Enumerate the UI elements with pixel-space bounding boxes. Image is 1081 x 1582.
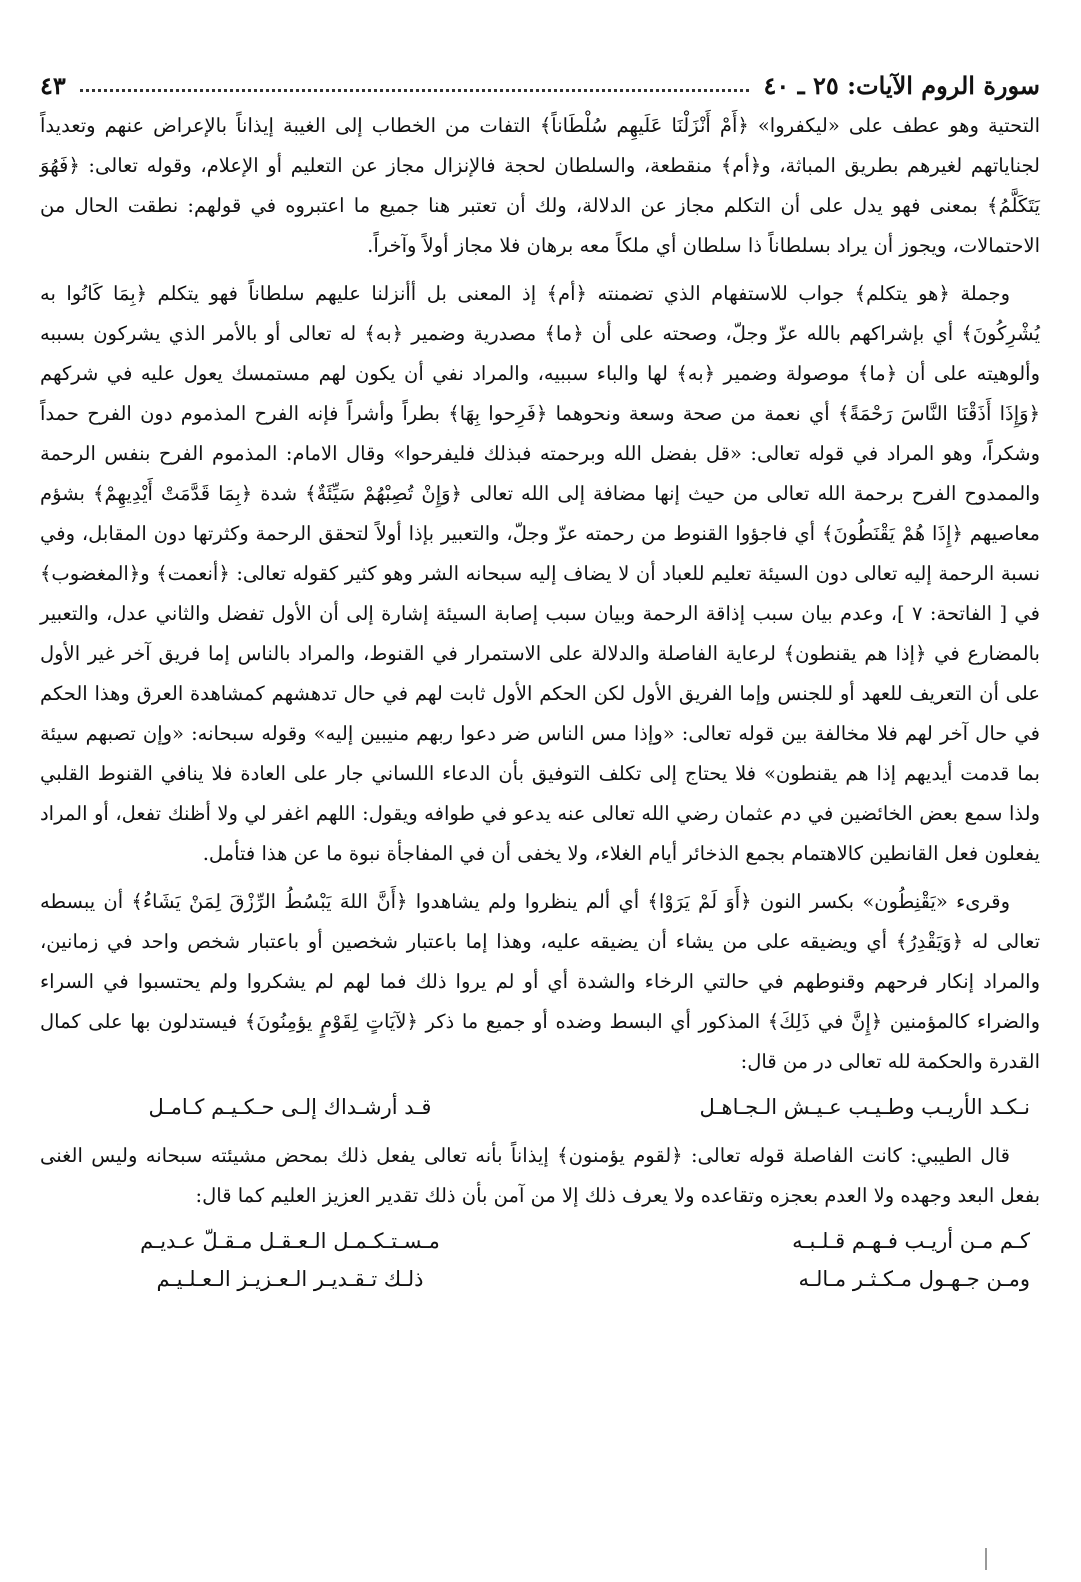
poem-hemistich-right: كـم مـن أريـب فـهـم قـلـبـه bbox=[792, 1229, 1030, 1253]
paragraph-4: قال الطيبي: كانت الفاصلة قوله تعالى: ﴿لقوم يؤمنون﴾ إيذاناً بأنه تعالى يفعل ذلك بمحض مشيئته سبحانه وليس الغنى بفعل البعد وجهده ولا العدم بعجزه وتقاعده ولا يعرف ذلك إلا من آمن بأن ذلك تقدير العزيز العليم كما قال: bbox=[40, 1144, 1040, 1207]
poem-hemistich-right: نـكـد الأريـب وطـيـب عـيـش الـجـاهـل bbox=[699, 1095, 1030, 1119]
paragraph-2: وجملة ﴿هو يتكلم﴾ جواب للاستفهام الذي تضمنته ﴿أم﴾ إذ المعنى بل أأنزلنا عليهم سلطاناً فهو يتكلم ﴿بِمَا كَانُوا به يُشْرِكُونَ﴾ أي بإشراكهم بالله عزّ وجلّ، وصحته على أن ﴿ما﴾ مصدرية وضمير ﴿به﴾ له تعالى أو بالأمر الذي يشركون بسببه وألوهيته على أن ﴿ما﴾ موصولة وضمير ﴿به﴾ لها والباء سببيه، والمراد نفي أن يكون لهم مستمسك يعول عليه في شركهم ﴿وَإِذَا أَذَقْنَا النَّاسَ رَحْمَةً﴾ أي نعمة من صحة وسعة ونحوهما ﴿فَرِحوا بِهَا﴾ بطراً وأشراً فإنه الفرح المذموم دون الفرح حمداً وشكراً، وهو المراد في قوله تعالى: «قل بفضل الله وبرحمته فبذلك فليفرحوا» وقال الامام: المذموم الفرح بنفس الرحمة والممدوح الفرح برحمة الله تعالى من حيث إنها مضافة إلى الله تعالى ﴿وَإِنْ تُصِبْهُمْ سَيِّئَةٌ﴾ شدة ﴿بِمَا قَدَّمَتْ أَيْدِيهِمْ﴾ بشؤم معاصيهم ﴿إِذَا هُمْ يَقْنَطُونَ﴾ أي فاجؤوا القنوط من رحمته عزّ وجلّ، والتعبير بإذا أولاً لتحقق الرحمة وكثرتها دون المقابل، وفي نسبة الرحمة إليه تعالى دون السيئة تعليم للعباد أن لا يضاف إليه سبحانه الشر وهو كثير كقوله تعالى: ﴿أنعمت﴾ و﴿المغضوب﴾ في [ الفاتحة: ٧ ]، وعدم بيان سبب إذاقة الرحمة وبيان سبب إصابة السيئة إشارة إلى أن الأول تفضل والثاني عدل، والتعبير بالمضارع في ﴿إذا هم يقنطون﴾ لرعاية الفاصلة والدلالة على الاستمرار في القنوط، والمراد بالناس إما فريق آخر غير الأول على أن التعريف للعهد أو للجنس وإما الفريق الأول لكن الحكم الأول ثابت لهم في حال تدهشهم كمشاهدة العرق وهذا الحكم في حال آخر لهم فلا مخالفة بين قوله تعالى: «وإذا مس الناس ضر دعوا ربهم منيبين إليه» وقوله سبحانه: «وإن تصبهم سيئة بما قدمت أيديهم إذا هم يقنطون» فلا يحتاج إلى تكلف التوفيق بأن الدعاء اللساني جار على العادة فلا ينافي القنوط القلبي ولذا سمع بعض الخائضين في دم عثمان رضي الله تعالى عنه يدعو في طوافه ويقول: اللهم اغفر لي ولا أظنك تفعل، أو المراد يفعلون فعل القانطين كالاهتمام بجمع الذخائر أيام الغلاء، ولا يخفى أن في المفاجأة نبوة ما عن هذا فتأمل. bbox=[40, 282, 1040, 865]
poem-hemistich-left: مـسـتـكـمـل الـعـقـل مـقـلّ عـديـم bbox=[140, 1229, 440, 1253]
poem-hemistich-right: ومـن جـهـول مـكـثـر مـالـه bbox=[798, 1267, 1030, 1291]
margin-mark bbox=[985, 1548, 987, 1570]
page-number: ٤٣ bbox=[40, 71, 66, 100]
page bbox=[40, 60, 1040, 1308]
paragraph-1: التحتية وهو عطف على «ليكفروا» ﴿أَمْ أَنْزَلْنَا عَلَيهِم سُلْطَاناً﴾ التفات من الخطاب إلى الغيبة إيذاناً بالإعراض عنهم وتعديداً لجناياتهم لغيرهم بطريق المباثة، و﴿أم﴾ منقطعة، والسلطان لحجة فالإنزال مجاز عن التعليم أو الإعلام، وقوله تعالى: ﴿فَهُوَ يَتَكَلَّمُ﴾ بمعنى فهو يدل على أن التكلم مجاز عن الدلالة، ولك أن تعتبر هنا جميع ما اعتبروه في قولهم: نطقت الحال من الاحتمالات، ويجوز أن يراد بسلطاناً ذا سلطان أي ملكاً معه برهان فلا مجاز أولاً وآخراً. bbox=[40, 114, 1040, 257]
poem-hemistich-left: قـد أرشـداك إلـى حـكـيـم كـامـل bbox=[148, 1095, 432, 1119]
header-leader-dots bbox=[80, 89, 750, 92]
poem-hemistich-left: ذلـك تـقـديـر الـعـزيـز الـعـلـيـم bbox=[156, 1267, 424, 1291]
running-header bbox=[40, 60, 1040, 106]
poem-verse-1 bbox=[40, 1088, 1040, 1126]
poem-verse-2 bbox=[40, 1222, 1040, 1298]
header-title: سورة الروم الآيات: ٢٥ ـ ٤٠ bbox=[763, 71, 1040, 100]
paragraph-3: وقرىء «يَقْنِطُون» بكسر النون ﴿أَوَ لَمْ يَرَوْا﴾ أي ألم ينظروا ولم يشاهدوا ﴿أَنَّ اللهَ يَبْسُطُ الرِّزْقَ لِمَنْ يَشَاءُ﴾ أن يبسطه تعالى له ﴿وَيَقْدِرُ﴾ أي ويضيقه على من يشاء أن يضيقه عليه، وهذا إما باعتبار شخصين أو باعتبار شخص واحد في زمانين، والمراد إنكار فرحهم وقنوطهم في حالتي الرخاء والشدة أي أو لم يروا ذلك فما لهم لم يشكروا ولم يحتسبوا في السراء والضراء كالمؤمنين ﴿إِنَّ في ذَلِكَ﴾ المذكور أي البسط وضده أو جميع ما ذكر ﴿لآيَاتٍ لِقَوْمٍ يؤمِنُونَ﴾ فيستدلون بها على كمال القدرة والحكمة لله تعالى در من قال: bbox=[40, 890, 1040, 1073]
